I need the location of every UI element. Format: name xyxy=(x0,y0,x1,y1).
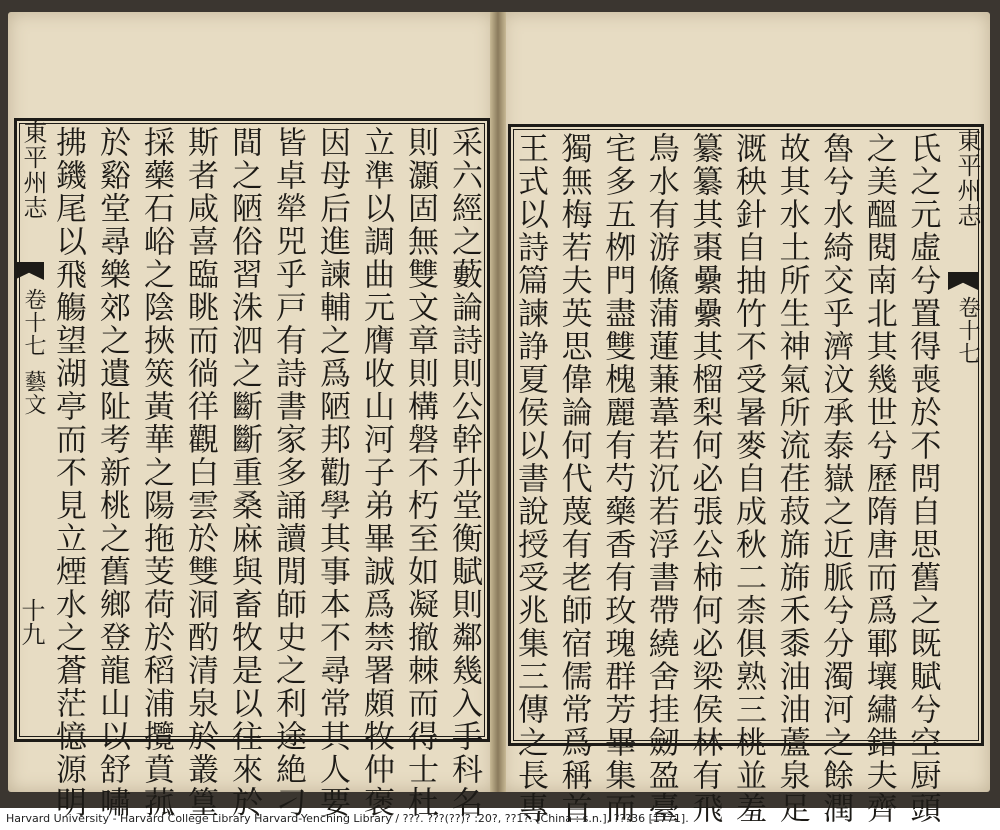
right-column-8: 宅多五栁門盡雙槐麗有芍藥香有玫瑰群芳畢集而 xyxy=(599,132,636,825)
left-column-8: 採藥石峪之陰挾筴黃華之陽拖芰荷於稻浦攬賁菰 xyxy=(138,126,174,819)
left-section-label: 藝文 xyxy=(21,370,46,416)
right-juan-label: 卷十七 xyxy=(955,296,980,365)
book-gutter xyxy=(490,12,506,792)
left-column-9: 於谿堂尋樂郊之遺阯考新桃之舊鄉登龍山以舒嘯 xyxy=(94,126,130,819)
left-column-4: 因母后進諫輔之爲陋邦勸學其事本不尋常其人要 xyxy=(314,126,350,819)
right-column-10: 王式以詩篇諫諍夏侯以書說授受兆集三傳之長專 xyxy=(512,132,548,825)
left-column-7: 斯者咸喜臨眺而徜徉觀白雲於雙洞酌清泉於叢篁 xyxy=(182,126,218,819)
right-column-5: 溉秧針自抽竹不受暑麥自成秋二柰俱熟三桃並羞 xyxy=(730,132,766,825)
right-column-1: 氏之元虛兮置得喪於不問自思舊之既賦兮空厨頭 xyxy=(904,132,941,825)
library-credit-footer: Harvard University - Harvard College Library Harvard-Yenching Library / ???. ???(??)? :20?, ??1?. [China : s.n.], ???36 [1771]. xyxy=(6,812,689,825)
left-page-number: 十九 xyxy=(17,598,45,646)
left-column-10: 拂鐖尾以飛觴望湖亭而不見立煙水之蒼茫憶源明 xyxy=(50,126,86,819)
left-column-3: 立準以調曲元膺收山河子弟畢誠爲禁署頗牧仲褒 xyxy=(358,126,394,819)
right-column-7: 鳥水有游鯈蒲蓮蒹葦若沉若浮書帶繞舍挂劒盈臺 xyxy=(642,132,679,825)
right-column-2: 之美醞閱南北其幾世兮歷隋唐而爲鄆壤繡錯夫齊 xyxy=(860,132,897,825)
right-column-9: 獨無梅若夫英思偉論何代蔑有老師宿儒常爲稱首 xyxy=(555,132,592,825)
right-column-3: 魯兮水綺交乎濟汶承泰嶽之近脈兮分濁河之餘潤 xyxy=(817,132,854,825)
left-column-1: 采六經之藪論詩則公幹升堂衡賦則鄰幾入手科名 xyxy=(446,126,482,819)
left-margin-title: 東平州志 xyxy=(19,120,47,220)
right-margin-title: 東平州志 xyxy=(953,128,981,228)
left-column-6: 間之陋俗習洙泗之斷斷重桑麻與畜牧是以往來於 xyxy=(226,126,262,819)
right-column-4: 故其水土所生神氣所流荏菽旆旆禾黍油油蘆泉足 xyxy=(773,132,810,825)
left-column-2: 則灝固無雙文章則構磐不朽至如凝撤棘而得士杜 xyxy=(402,126,438,819)
left-column-5: 皆卓犖兕乎戸有詩書家多誦讀閒師史之利途絶刁 xyxy=(270,126,306,819)
left-juan-label: 卷十七 xyxy=(21,288,46,357)
right-column-6: 纂纂其棗纍纍其榴梨何必張公柿何必梁侯林有飛 xyxy=(686,132,723,825)
